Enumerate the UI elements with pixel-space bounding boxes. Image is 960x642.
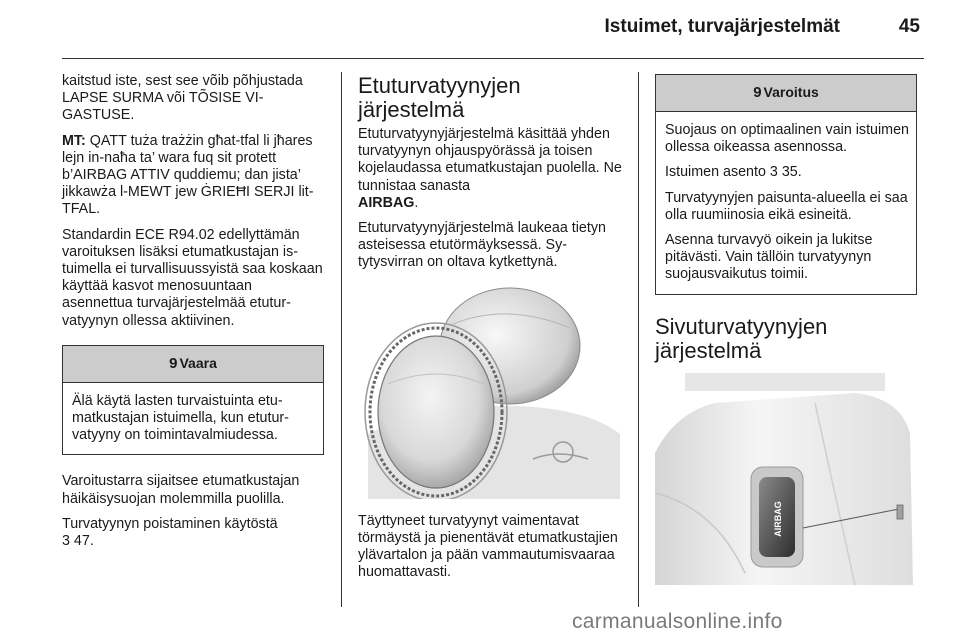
front-airbag-illustration bbox=[358, 284, 623, 499]
paragraph: Suojaus on optimaalinen vain istuimen ollessa oikeassa asennossa. bbox=[665, 122, 909, 156]
page-reference: 3 47. bbox=[62, 533, 94, 550]
warning-box-header bbox=[656, 75, 916, 112]
danger-box bbox=[62, 345, 324, 456]
warning-triangle-icon: 9 bbox=[169, 355, 178, 373]
paragraph bbox=[62, 133, 324, 219]
paragraph bbox=[358, 126, 623, 212]
paragraph: Asenna turvavyö oikein ja lukitse pitävästi. Vain tällöin turvatyynyn suojausvaikutus toimii. bbox=[665, 232, 873, 283]
side-airbag-illustration bbox=[655, 373, 917, 590]
paragraph: Varoitustarra sijaitsee etumatkustajan häikäisysuojan molemmilla puolilla. bbox=[62, 473, 300, 507]
paragraph: Etuturvatyynyjärjestelmä laukeaa tietyn asteisessa etutörmäyksessä. Sytytysvirran on oltava kytkettynä. bbox=[358, 220, 606, 271]
danger-box-header bbox=[63, 346, 323, 383]
paragraph: kaitstud iste, sest see võib põhjustada LAPSE SURMA või TÕSISE VIGASTUSE. bbox=[62, 73, 303, 124]
column-divider-2 bbox=[638, 72, 639, 607]
column-1 bbox=[62, 73, 324, 550]
page-header-title: Istuimet, turvajärjestelmät bbox=[604, 16, 840, 37]
paragraph-text: . bbox=[414, 194, 419, 211]
danger-box-title: Vaara bbox=[179, 355, 217, 372]
language-code: MT: bbox=[62, 132, 86, 149]
page-number: 45 bbox=[898, 16, 920, 37]
paragraph-text: QATT tuża trażżin għat-tfal li jħares lejn in-naħa ta’ wara fuq sit protett b’AIRBAG ATTIV quddiemu; dan jista’ jikkawża l-MEWT jew ĠRIEĦI SERJI lit-TFAL. bbox=[62, 132, 314, 218]
airbag-tag-label: AIRBAG bbox=[773, 500, 783, 537]
warning-box bbox=[655, 74, 917, 295]
column-divider-1 bbox=[341, 72, 342, 607]
paragraph: Älä käytä lasten turvaistuinta etumatkustajan istuimella, kun etuturvatyyny on toimintavalmiudessa. bbox=[72, 392, 289, 444]
warning-box-title: Varoitus bbox=[763, 84, 819, 101]
watermark: carmanualsonline.info bbox=[572, 610, 783, 633]
column-2 bbox=[358, 74, 623, 589]
paragraph: Turvatyynyjen paisunta-alueella ei saa olla ruumiinosia eikä esineitä. bbox=[665, 189, 908, 223]
warning-box-body bbox=[656, 112, 916, 294]
paragraph bbox=[62, 516, 324, 550]
header-divider bbox=[62, 58, 924, 59]
paragraph-text: Etuturvatyynyjärjestelmä käsittää yhden turvatyynyn ohjauspyörässä ja toisen kojelaudassa etumatkustajan puolella. Ne tunnistaa sanasta bbox=[358, 126, 622, 194]
airbag-label: AIRBAG bbox=[358, 194, 415, 211]
section-heading: Sivuturvatyynyjen järjestelmä bbox=[655, 313, 828, 363]
paragraph: Standardin ECE R94.02 edellyttämän varoituksen lisäksi etumatkustajan istuimella ei turvallisuussyistä saa koskaan käyttää kasvot menosuuntaan asennettua turvajärjestelmää etuturvatyynyn ollessa aktiivinen. bbox=[62, 226, 323, 329]
paragraph: Täyttyneet turvatyynyt vaimentavat törmäystä ja pienentävät etumatkustajien ylävartalon ja pään vammautumisvaaraa huomattavasti. bbox=[358, 512, 618, 581]
section-heading: Etuturvatyynyjen järjestelmä bbox=[358, 73, 521, 122]
danger-box-body bbox=[63, 383, 323, 455]
paragraph: Istuimen asento 3 35. bbox=[665, 164, 802, 181]
warning-triangle-icon: 9 bbox=[753, 84, 762, 102]
paragraph-text: Turvatyynyn poistaminen käytöstä bbox=[62, 515, 278, 532]
column-3 bbox=[655, 74, 917, 590]
